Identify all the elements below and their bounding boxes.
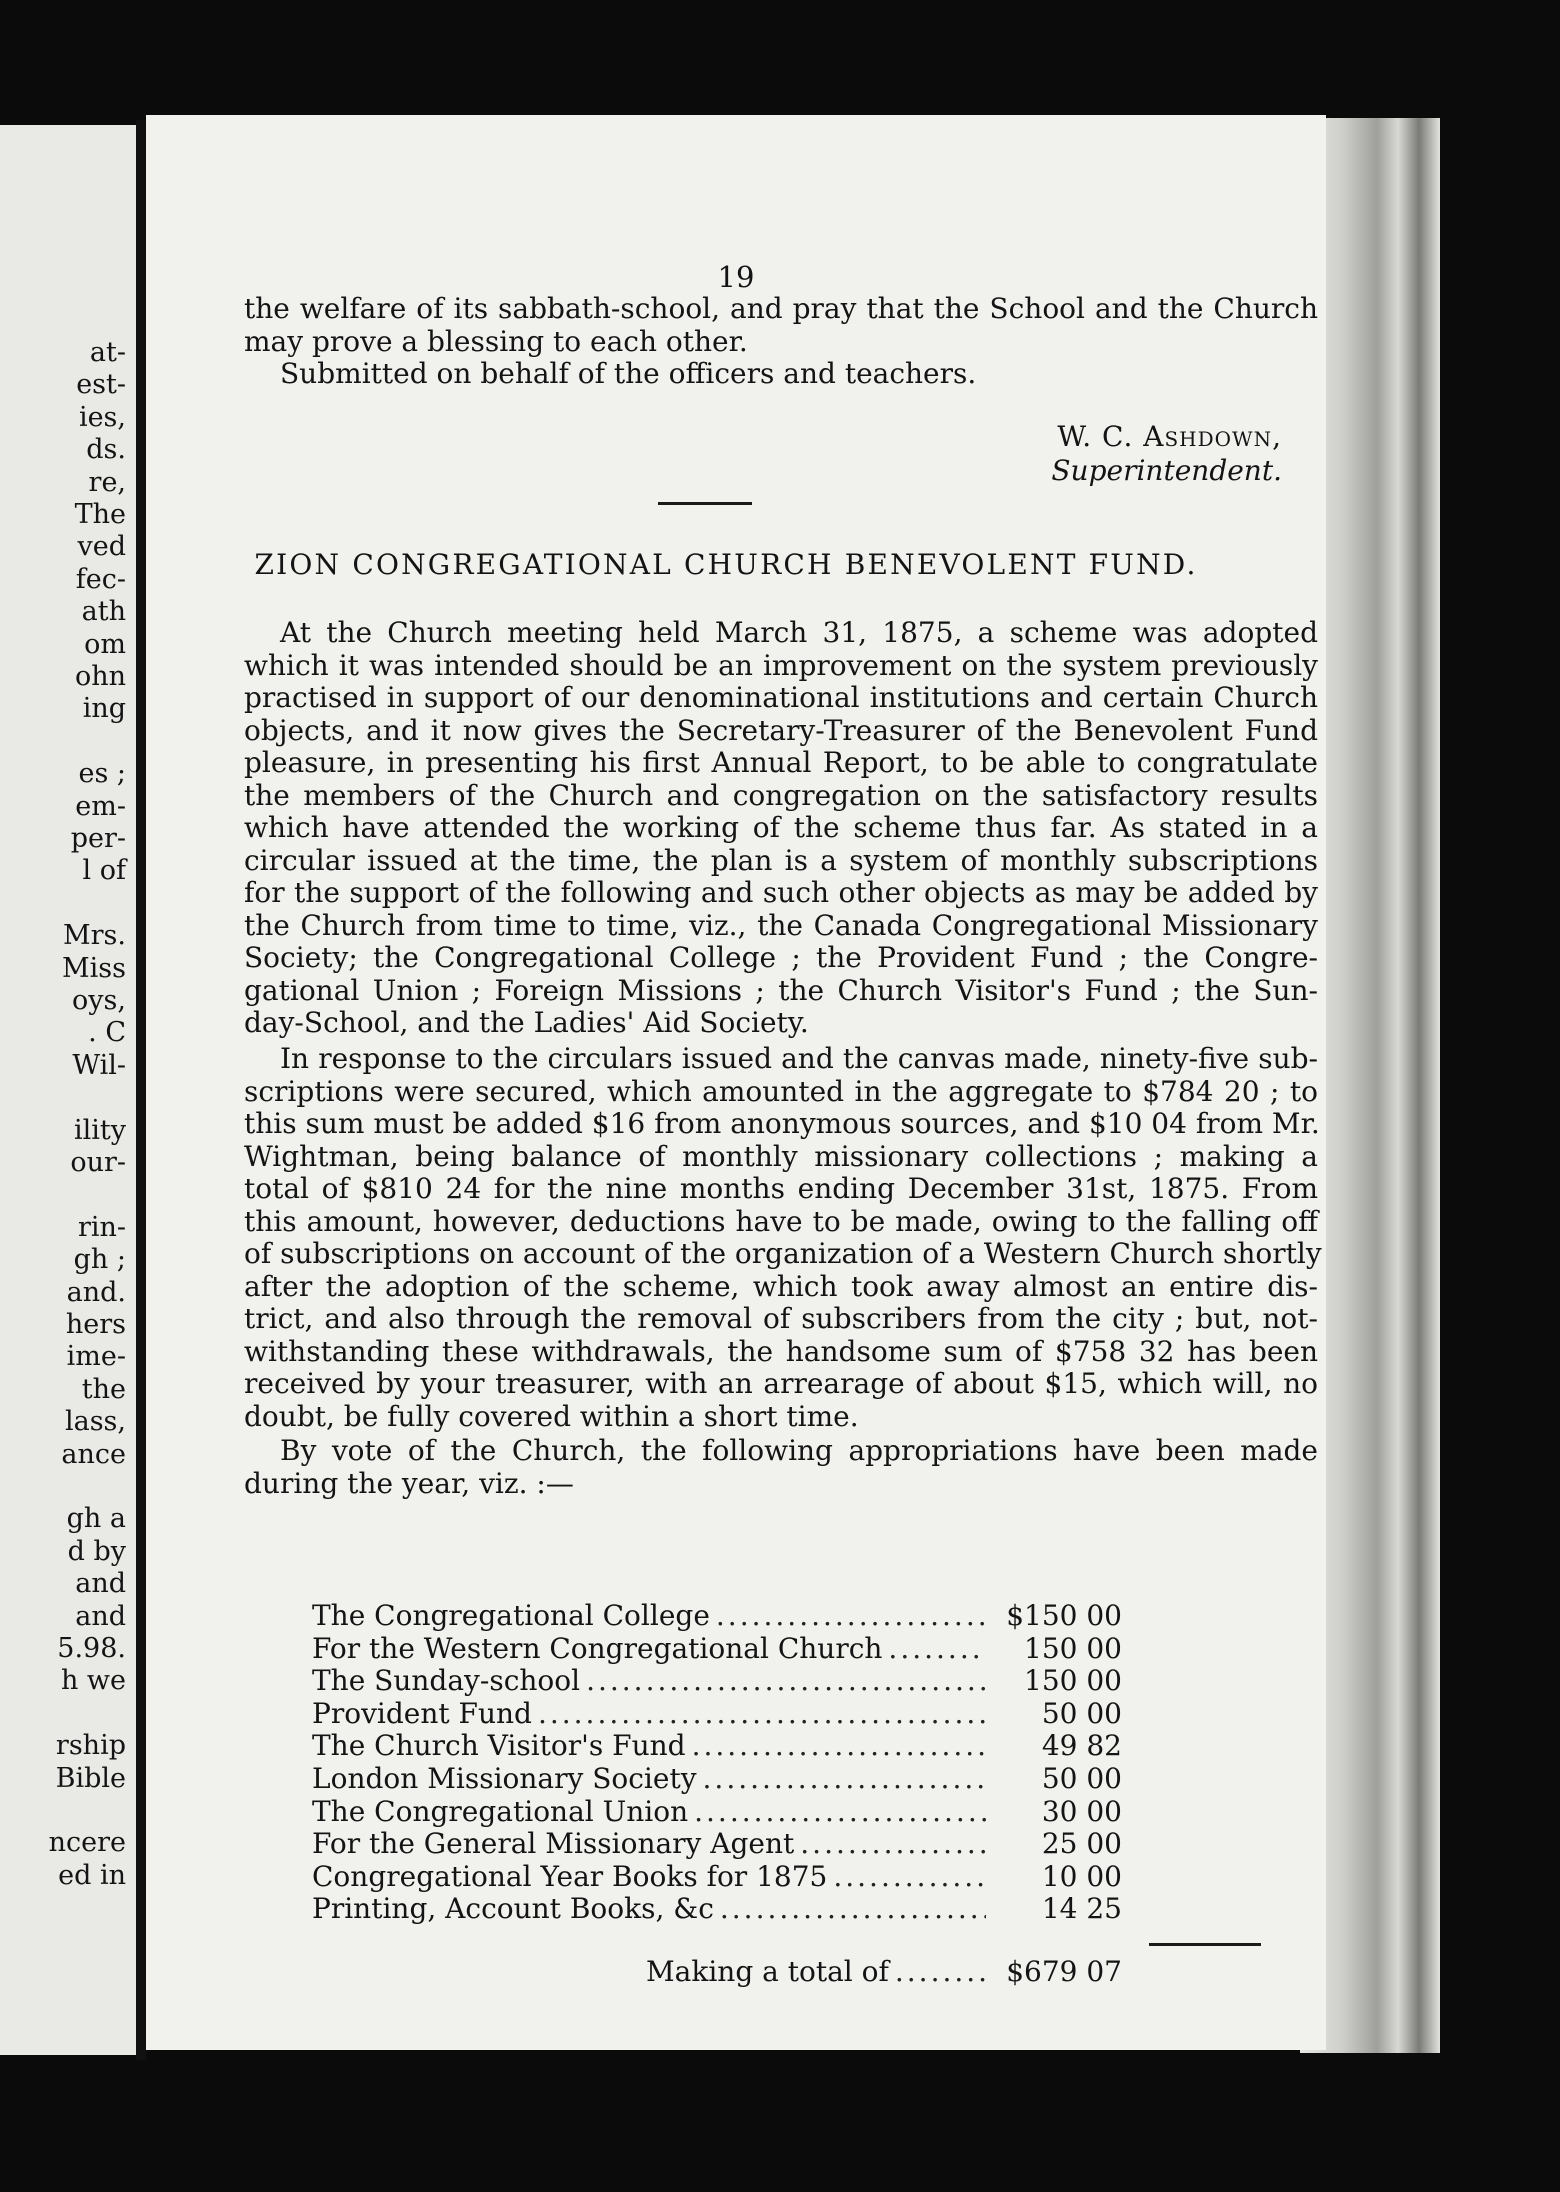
facing-page-fragment: hers (65, 1309, 126, 1340)
facing-page-fragment: at- (89, 337, 126, 368)
leader-dots (586, 1665, 986, 1698)
facing-page-fragment: gh ; (73, 1244, 126, 1276)
facing-page-fragment: rship (55, 1730, 126, 1762)
leader-dots (720, 1893, 986, 1926)
paragraph-1 (244, 617, 1318, 1040)
facing-page-fragment: ed in (58, 1859, 126, 1891)
signature-name: W. C. Ashdown, (1057, 420, 1282, 453)
leader-dots (895, 1955, 986, 1988)
appropriation-label: The Sunday-school (312, 1664, 581, 1698)
facing-page-fragment: d by (67, 1535, 126, 1567)
facing-page-fragment: Bible (55, 1762, 126, 1794)
facing-page-fragment: ohn (74, 661, 126, 692)
leader-dots (538, 1698, 986, 1731)
facing-page-fragment: ility (73, 1114, 126, 1146)
signature-block (1051, 420, 1282, 488)
paragraph2-line: scriptions were secured, which amounted in the aggregate to $784 20 ; to (244, 1074, 1318, 1108)
section-divider (658, 502, 752, 505)
appropriation-amount: 50 00 (1041, 1696, 1122, 1730)
total-amount: $679 07 (1006, 1955, 1122, 1988)
appropriation-label: Congregational Year Books for 1875 (312, 1859, 828, 1893)
paragraph-2 (244, 1042, 1322, 1433)
leader-dots (888, 1633, 986, 1666)
appropriation-label: Provident Fund (312, 1696, 532, 1730)
facing-page-fragment: re, (88, 466, 126, 498)
appropriation-amount: 150 00 (1024, 1631, 1122, 1665)
appropriation-row (312, 1763, 1122, 1796)
paragraph1-line: which it was intended should be an improvement on the system previously (244, 648, 1318, 682)
appropriation-amount: 49 82 (1041, 1729, 1122, 1763)
paragraph2-line: withstanding these withdrawals, the handsome sum of $758 32 has been (244, 1334, 1318, 1368)
paragraph2-line: In response to the circulars issued and the canvas made, ninety-five sub- (280, 1042, 1318, 1075)
appropriation-row (312, 1698, 1122, 1731)
facing-page-fragment: fec- (75, 563, 126, 595)
section-heading: ZION CONGREGATIONAL CHURCH BENEVOLENT FUND. (254, 548, 1198, 581)
paragraph1-line: objects, and it now gives the Secretary-Treasurer of the Benevolent Fund (244, 713, 1318, 747)
appropriation-amount: 50 00 (1041, 1761, 1122, 1795)
paragraph1-line: which have attended the working of the scheme thus far. As stated in a (244, 811, 1318, 844)
facing-page-fragment: ath (81, 596, 126, 628)
facing-page-fragment: oys, (72, 985, 126, 1016)
paragraph1-line: pleasure, in presenting his first Annual Report, to be able to congratulate (244, 746, 1318, 779)
facing-page-fragment: and. (66, 1276, 126, 1308)
facing-page-fragment: ime- (66, 1341, 126, 1373)
facing-page-fragment: h we (60, 1665, 126, 1697)
facing-page-fragment: em- (75, 790, 126, 822)
facing-page-fragment: Wil- (72, 1049, 126, 1081)
facing-page-fragment: ies, (78, 401, 126, 433)
paragraph2-line: after the adoption of the scheme, which took away almost an entire dis- (244, 1269, 1318, 1303)
paragraph2-line: total of $810 24 for the nine months ending December 31st, 1875. From (244, 1172, 1318, 1205)
leader-dots (703, 1763, 986, 1796)
paragraph3-line: By vote of the Church, the following appropriations have been made (280, 1434, 1318, 1467)
facing-page-fragment: Mrs. (63, 920, 126, 952)
leader-dots (692, 1730, 986, 1763)
appropriation-amount: 30 00 (1041, 1794, 1122, 1828)
appropriation-label: The Church Visitor's Fund (312, 1729, 686, 1763)
paragraph2-line: Wightman, being balance of monthly missionary collections ; making a (244, 1139, 1318, 1173)
paragraph1-line: day-School, and the Ladies' Aid Society. (244, 1006, 809, 1039)
paragraph-3 (244, 1435, 1318, 1500)
appropriation-row (312, 1796, 1122, 1829)
facing-page-fragment: es ; (78, 758, 126, 790)
intro-text (244, 293, 1318, 391)
appropriation-amount: 10 00 (1041, 1859, 1122, 1893)
total-rule (1149, 1943, 1261, 1946)
facing-page-fragment: The (74, 499, 126, 530)
leader-dots (716, 1600, 986, 1633)
facing-page-fragment: . C (88, 1017, 126, 1049)
facing-page-edge (0, 125, 136, 2055)
appropriation-row (312, 1633, 1122, 1666)
facing-page-fragment: est- (76, 369, 126, 401)
paragraph1-line: circular issued at the time, the plan is a system of monthly subscriptions (244, 843, 1318, 877)
appropriation-row (312, 1861, 1122, 1894)
appropriation-label: Printing, Account Books, &c (312, 1892, 714, 1926)
appropriation-amount: 25 00 (1041, 1827, 1122, 1861)
signature-title: Superintendent. (1051, 454, 1282, 487)
paragraph2-line: trict, and also through the removal of subscribers from the city ; but, not- (244, 1302, 1318, 1335)
total-row (646, 1955, 1122, 1988)
paragraph1-line: for the support of the following and such other objects as may be added by (244, 876, 1318, 909)
paragraph2-line: received by your treasurer, with an arrearage of about $15, which will, no (244, 1367, 1318, 1400)
facing-page-fragment: om (84, 628, 126, 660)
facing-page-fragment: Miss (62, 952, 126, 984)
facing-page-fragment: l of (82, 855, 126, 887)
facing-page-fragment: ance (61, 1438, 126, 1470)
total-label: Making a total of (646, 1955, 889, 1988)
book-gutter (136, 120, 146, 2060)
facing-page-fragment: ing (82, 693, 126, 725)
paragraph1-line: practised in support of our denominational institutions and certain Church (244, 681, 1318, 714)
appropriation-label: London Missionary Society (312, 1761, 697, 1795)
paragraph2-line: this amount, however, deductions have to be made, owing to the falling off (244, 1204, 1318, 1238)
appropriation-amount: 150 00 (1024, 1664, 1122, 1698)
paragraph2-line: this sum must be added $16 from anonymous sources, and $10 04 from Mr. (244, 1107, 1320, 1140)
paragraph1-line: gational Union ; Foreign Missions ; the Church Visitor's Fund ; the Sun- (244, 973, 1318, 1007)
appropriation-row (312, 1600, 1122, 1633)
facing-page-fragment: ncere (48, 1827, 126, 1859)
appropriation-label: For the General Missionary Agent (312, 1827, 795, 1861)
appropriation-amount: $150 00 (1006, 1599, 1122, 1632)
facing-page-fragment: gh a (66, 1503, 126, 1535)
facing-page-fragment: and (75, 1568, 126, 1600)
facing-page-fragment: lass, (64, 1406, 126, 1438)
appropriation-label: The Congregational Union (312, 1794, 689, 1828)
appropriation-row (312, 1828, 1122, 1861)
appropriation-row (312, 1893, 1122, 1926)
submitted-line: Submitted on behalf of the officers and teachers. (280, 357, 977, 390)
appropriations-list (312, 1600, 1122, 1926)
paragraph1-line: Society; the Congregational College ; the Provident Fund ; the Congre- (244, 941, 1318, 974)
paragraph1-line: At the Church meeting held March 31, 1875, a scheme was adopted (280, 616, 1318, 649)
leader-dots (800, 1828, 986, 1861)
leader-dots (833, 1861, 986, 1894)
page-number: 19 (717, 260, 755, 294)
appropriation-row (312, 1730, 1122, 1763)
facing-page-fragment: rin- (77, 1211, 126, 1243)
facing-page-fragment: the (81, 1373, 126, 1405)
appropriation-label: The Congregational College (312, 1599, 710, 1632)
facing-page-fragment: our- (70, 1147, 126, 1178)
appropriation-amount: 14 25 (1041, 1892, 1122, 1926)
intro-line: may prove a blessing to each other. (244, 324, 748, 358)
intro-line: the welfare of its sabbath-school, and pray that the School and the Church (244, 292, 1318, 325)
facing-page-fragment: ved (77, 531, 126, 563)
appropriation-row (312, 1665, 1122, 1698)
book-page (146, 115, 1326, 2050)
facing-page-fragment: and (75, 1600, 126, 1632)
paragraph1-line: the Church from time to time, viz., the Canada Congregational Missionary (244, 908, 1318, 942)
paragraph2-line: doubt, be fully covered within a short time. (244, 1399, 859, 1433)
paragraph3-line: during the year, viz. :— (244, 1466, 574, 1500)
facing-page-fragment: per- (70, 823, 126, 854)
leader-dots (694, 1796, 986, 1829)
paragraph1-line: the members of the Church and congregation on the satisfactory results (244, 778, 1318, 812)
paragraph2-line: of subscriptions on account of the organization of a Western Church shortly (244, 1237, 1322, 1270)
facing-page-fragment: ds. (86, 434, 126, 466)
facing-page-fragment: 5.98. (57, 1633, 126, 1664)
appropriation-label: For the Western Congregational Church (312, 1631, 883, 1665)
